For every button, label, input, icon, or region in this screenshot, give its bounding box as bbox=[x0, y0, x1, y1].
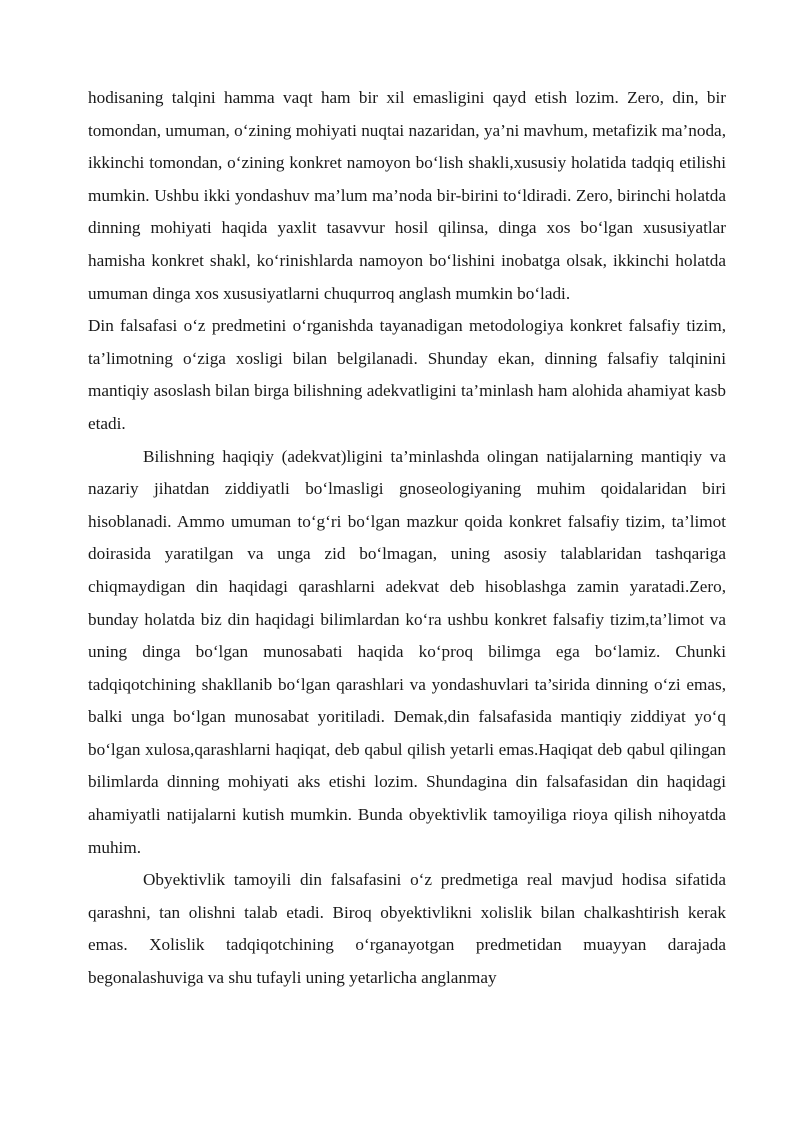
document-page bbox=[88, 82, 726, 995]
paragraph-3: Bilishning haqiqiy (adekvat)ligini ta’minlashda olingan natijalarning mantiqiy va nazariy jihatdan ziddiyatli bo‘lmasligi gnoseologiyaning muhim qoidalaridan biri hisoblanadi. Ammo umuman to‘g‘ri bo‘lgan mazkur qoida konkret falsafiy tizim, ta’limot doirasida yaratilgan va unga zid bo‘lmagan, uning asosiy talablaridan tashqariga chiqmaydigan din haqidagi qarashlarni adekvat deb hisoblashga zamin yaratadi.Zero, bunday holatda biz din haqidagi bilimlardan ko‘ra ushbu konkret falsafiy tizim,ta’limot va uning dinga bo‘lgan munosabati haqida ko‘proq bilimga ega bo‘lamiz. Chunki tadqiqotchining shakllanib bo‘lgan qarashlari va yondashuvlari ta’sirida dinning o‘zi emas, balki unga bo‘lgan munosabat yoritiladi. Demak,din falsafasida mantiqiy ziddiyat yo‘q bo‘lgan xulosa,qarashlarni haqiqat, deb qabul qilish yetarli emas.Haqiqat deb qabul qilingan bilimlarda dinning mohiyati aks etishi lozim. Shundagina din falsafasidan din haqidagi ahamiyatli natijalarni kutish mumkin. Bunda obyektivlik tamoyiliga rioya qilish nihoyatda muhim. bbox=[88, 446, 726, 857]
paragraph-4: Obyektivlik tamoyili din falsafasini o‘z predmetiga real mavjud hodisa sifatida qarashni, tan olishni talab etadi. Biroq obyektivlikni xolislik bilan chalkashtirish kerak emas. Xolislik tadqiqotchining o‘rganayotgan predmetidan muayyan darajada begonalashuviga va shu tufayli uning yetarlicha anglanmay bbox=[88, 870, 726, 988]
paragraph-1: hodisaning talqini hamma vaqt ham bir xil emasligini qayd etish lozim. Zero, din, bir tomondan, umuman, o‘zining mohiyati nuqtai nazaridan, ya’ni mavhum, metafizik ma’noda, ikkinchi tomondan, o‘zining konkret namoyon bo‘lish shakli,xususiy holatida tadqiq etilishi mumkin. Ushbu ikki yondashuv ma’lum ma’noda bir-birini to‘ldiradi. Zero, birinchi holatda dinning mohiyati haqida yaxlit tasavvur hosil qilinsa, dinga xos bo‘lgan xususiyatlar hamisha konkret shakl, ko‘rinishlarda namoyon bo‘lishini inobatga olsak, ikkinchi holatda umuman dinga xos xususiyatlarni chuqurroq anglash mumkin bo‘ladi. bbox=[88, 88, 726, 303]
paragraph-2: Din falsafasi o‘z predmetini o‘rganishda tayanadigan metodologiya konkret falsafiy tizim, ta’limotning o‘ziga xosligi bilan belgilanadi. Shunday ekan, dinning falsafiy talqinini mantiqiy asoslash bilan birga bilishning adekvatligini ta’minlash ham alohida ahamiyat kasb etadi. bbox=[88, 316, 726, 433]
